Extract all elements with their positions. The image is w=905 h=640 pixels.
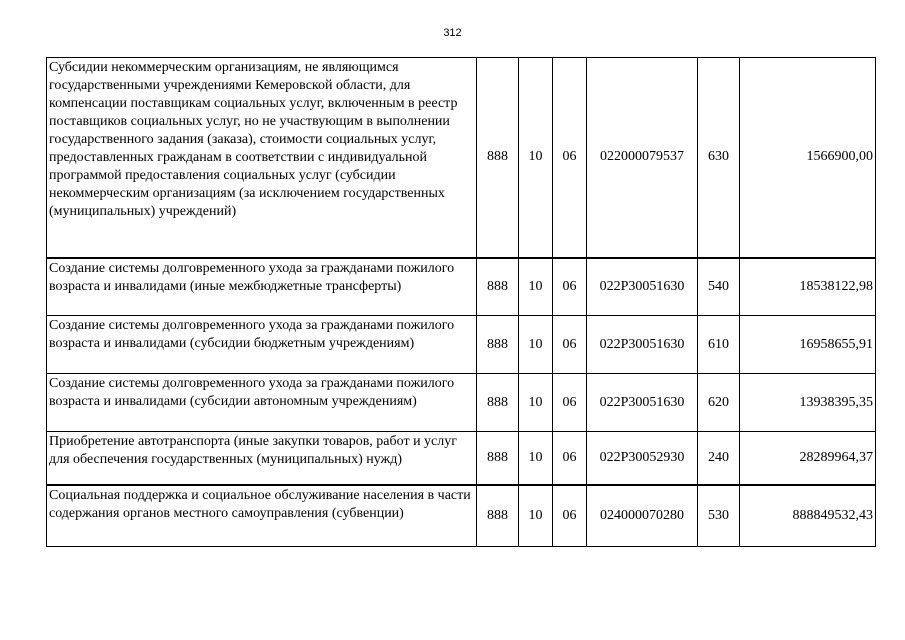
amount: 28289964,37 bbox=[740, 432, 876, 485]
expense-type-code: 630 bbox=[698, 58, 740, 258]
target-code: 024000070280 bbox=[587, 485, 698, 547]
target-code: 022P30052930 bbox=[587, 432, 698, 485]
ministry-code: 888 bbox=[477, 58, 519, 258]
ministry-code: 888 bbox=[477, 374, 519, 432]
expense-type-code: 540 bbox=[698, 258, 740, 316]
expense-type-code: 240 bbox=[698, 432, 740, 485]
amount: 18538122,98 bbox=[740, 258, 876, 316]
amount: 888849532,43 bbox=[740, 485, 876, 547]
subsection-code: 06 bbox=[553, 485, 587, 547]
section-code: 10 bbox=[519, 58, 553, 258]
table-row bbox=[47, 485, 876, 547]
target-code: 022P30051630 bbox=[587, 374, 698, 432]
ministry-code: 888 bbox=[477, 485, 519, 547]
amount: 13938395,35 bbox=[740, 374, 876, 432]
amount: 1566900,00 bbox=[740, 58, 876, 258]
subsection-code: 06 bbox=[553, 432, 587, 485]
table-row bbox=[47, 432, 876, 485]
ministry-code: 888 bbox=[477, 258, 519, 316]
section-code: 10 bbox=[519, 485, 553, 547]
row-description: Создание системы долговременного ухода за гражданами пожилого возраста и инвалидами (иные межбюджетные трансферты) bbox=[47, 258, 477, 316]
table-row bbox=[47, 316, 876, 374]
target-code: 022000079537 bbox=[587, 58, 698, 258]
section-code: 10 bbox=[519, 316, 553, 374]
target-code: 022P30051630 bbox=[587, 258, 698, 316]
ministry-code: 888 bbox=[477, 432, 519, 485]
budget-table bbox=[46, 57, 876, 547]
subsection-code: 06 bbox=[553, 258, 587, 316]
section-code: 10 bbox=[519, 374, 553, 432]
target-code: 022P30051630 bbox=[587, 316, 698, 374]
expense-type-code: 620 bbox=[698, 374, 740, 432]
section-code: 10 bbox=[519, 258, 553, 316]
subsection-code: 06 bbox=[553, 58, 587, 258]
row-description: Создание системы долговременного ухода за гражданами пожилого возраста и инвалидами (субсидии бюджетным учреждениям) bbox=[47, 316, 477, 374]
ministry-code: 888 bbox=[477, 316, 519, 374]
expense-type-code: 530 bbox=[698, 485, 740, 547]
table-row bbox=[47, 258, 876, 316]
expense-type-code: 610 bbox=[698, 316, 740, 374]
row-description: Социальная поддержка и социальное обслуживание населения в части содержания органов местного самоуправления (субвенции) bbox=[47, 485, 477, 547]
row-description: Создание системы долговременного ухода за гражданами пожилого возраста и инвалидами (субсидии автономным учреждениям) bbox=[47, 374, 477, 432]
row-description: Приобретение автотранспорта (иные закупки товаров, работ и услуг для обеспечения государственных (муниципальных) нужд) bbox=[47, 432, 477, 485]
page-number: 312 bbox=[443, 27, 462, 39]
table-row bbox=[47, 374, 876, 432]
subsection-code: 06 bbox=[553, 316, 587, 374]
amount: 16958655,91 bbox=[740, 316, 876, 374]
table-row bbox=[47, 58, 876, 258]
row-description: Субсидии некоммерческим организациям, не являющимся государственными учреждениями Кемеровской области, для компенсации поставщикам социальных услуг, включенным в реестр поставщиков социальных услуг, но не участвующим в выполнении государственного задания (заказа), стоимости социальных услуг, предоставленных гражданам в соответствии с индивидуальной программой предоставления социальных услуг (субсидии некоммерческим организациям (за исключением государственных (муниципальных) учреждений) bbox=[47, 58, 477, 258]
section-code: 10 bbox=[519, 432, 553, 485]
subsection-code: 06 bbox=[553, 374, 587, 432]
